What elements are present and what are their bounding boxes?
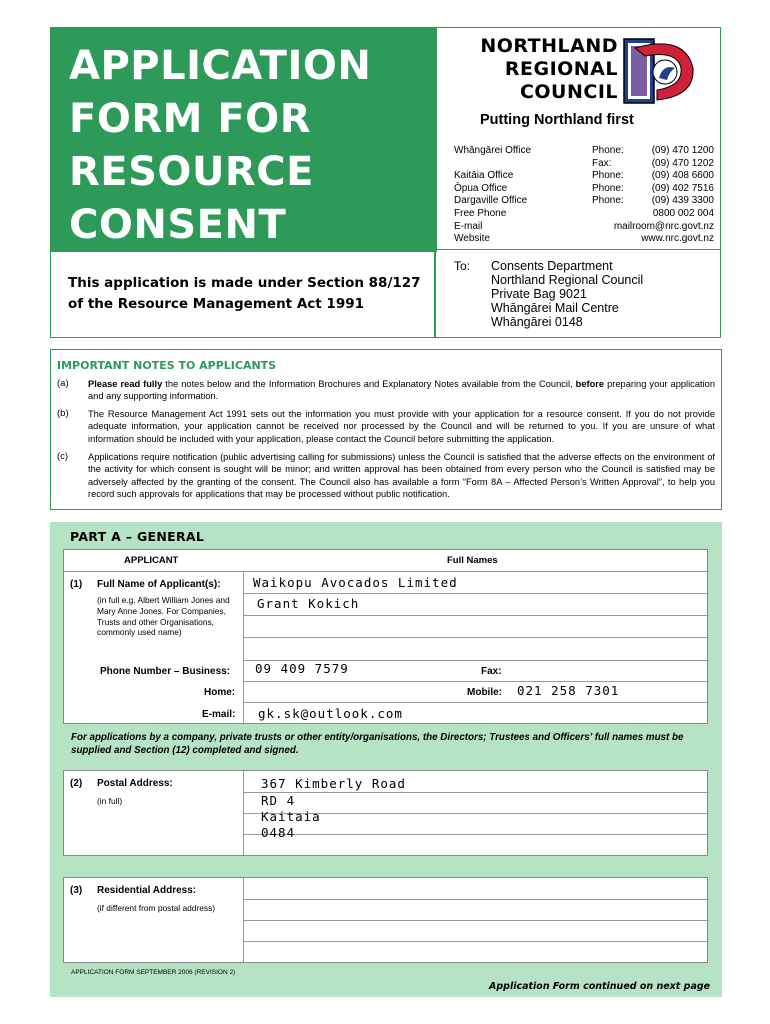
note-a-text	[88, 378, 715, 403]
postal-line-2[interactable]: RD 4	[261, 793, 296, 808]
office-opua: Ōpua Office	[454, 182, 508, 194]
form-title-line-3: RESOURCE	[69, 149, 314, 195]
applicant-name-field-2[interactable]: Grant Kokich	[257, 596, 360, 611]
label-fax-whangarei: Fax:	[592, 157, 612, 169]
home-label: Home:	[204, 687, 236, 698]
value-phone-whangarei: (09) 470 1200	[651, 145, 714, 156]
q1-hint-line-3: Trusts and other Organisations,	[97, 616, 214, 627]
label-phone-kaitaia: Phone:	[592, 170, 624, 182]
form-subtitle-panel	[50, 250, 435, 338]
value-phone-kaitaia: (09) 408 6600	[651, 170, 714, 182]
q1-hint	[97, 595, 230, 638]
q1-number: (1)	[70, 579, 83, 590]
form-subtitle-line-1: This application is made under Section 88/127	[68, 275, 421, 291]
form-title-line-2: FORM FOR	[69, 96, 311, 142]
value-phone-dargaville: (09) 439 3300	[651, 195, 714, 207]
q1-label: Full Name of Applicant(s):	[97, 579, 221, 590]
to-line-3: Private Bag 9021	[491, 287, 587, 301]
form-title-line-4: CONSENT	[69, 202, 287, 248]
part-a-general-section	[50, 522, 722, 997]
postal-address-table	[63, 770, 708, 856]
note-b-letter: (b)	[57, 408, 69, 419]
col-full-names-header: Full Names	[447, 555, 498, 566]
form-revision-footer: APPLICATION FORM SEPTEMBER 2006 (REVISION 2)	[71, 969, 236, 976]
phone-business-field[interactable]: 09 409 7579	[255, 661, 349, 676]
note-a-letter: (a)	[57, 378, 69, 389]
q1-hint-line-4: commonly used name)	[97, 627, 182, 638]
contact-values	[614, 145, 714, 246]
form-title-line-1: APPLICATION	[69, 43, 372, 89]
mobile-label: Mobile:	[467, 687, 502, 698]
q1-hint-line-2: Mary Anne Jones. For Companies,	[97, 605, 226, 616]
note-a-part1: the notes below and the Information Brochures and Explanatory Notes available from the Council,	[162, 379, 576, 389]
mobile-field[interactable]: 021 258 7301	[517, 683, 620, 698]
q1-hint-line-1: (in full e.g. Albert William Jones and	[97, 595, 230, 605]
office-whangarei: Whāngārei Office	[454, 145, 532, 156]
q3-number: (3)	[70, 885, 83, 896]
note-b-text: The Resource Management Act 1991 sets out the information you must provide with your application for a resource consent. If you do not provide adequate information, your application cannot be received nor processed by the Council and will be returned to you. If you are unsure of what information should be included with your application, please contact the Council before submitting the application.	[88, 409, 715, 444]
continued-next-page-note: Application Form continued on next page	[489, 981, 711, 992]
contact-offices	[454, 145, 531, 246]
note-a-bold2: before	[575, 379, 605, 389]
email-field[interactable]: gk.sk@outlook.com	[258, 706, 403, 721]
to-line-1: Consents Department	[491, 259, 613, 273]
council-contact-panel	[435, 27, 721, 338]
notes-title: IMPORTANT NOTES TO APPLICANTS	[57, 359, 277, 372]
to-label: To:	[454, 259, 471, 273]
residential-address-table	[63, 877, 708, 963]
contact-divider	[436, 249, 720, 250]
postal-line-1[interactable]: 367 Kimberly Road	[261, 776, 406, 791]
council-tagline: Putting Northland first	[480, 112, 634, 128]
col-applicant-header: APPLICANT	[124, 555, 179, 566]
q2-label: Postal Address:	[97, 778, 173, 789]
q3-label: Residential Address:	[97, 885, 197, 896]
label-phone-dargaville: Phone:	[592, 195, 624, 207]
office-dargaville: Dargaville Office	[454, 195, 528, 207]
logo-line-3: COUNCIL	[519, 81, 618, 103]
applicant-table	[63, 549, 708, 724]
value-email-link[interactable]: mailroom@nrc.govt.nz	[613, 220, 714, 232]
office-kaitaia: Kaitāia Office	[454, 170, 514, 182]
to-line-4: Whāngārei Mail Centre	[491, 301, 619, 315]
q2-hint: (in full)	[97, 796, 123, 806]
note-a-part2: preparing your application and any supporting information.	[88, 379, 715, 402]
part-a-title: PART A – GENERAL	[70, 529, 205, 544]
office-freephone: Free Phone	[454, 207, 507, 219]
note-c-text: Applications require notification (public advertising calling for submissions) unless the Council is satisfied that the adverse effects on the environment of the activity for which consent is sought will be minor; and written approval has been obtained from every person who the Council is satisfied may be adversely affected by the granting of the consent. The Council also has available a form “Form 8A – Affected Person’s Written Approval”, to help you record such approvals for applications that may be processed without public notification.	[88, 452, 715, 500]
label-phone-whangarei: Phone:	[592, 145, 624, 156]
residential-line-2[interactable]	[243, 920, 707, 921]
value-phone-opua: (09) 402 7516	[651, 182, 714, 194]
label-phone-opua: Phone:	[592, 182, 624, 194]
council-logo-icon	[623, 38, 699, 106]
residential-line-1[interactable]	[243, 899, 707, 900]
q2-number: (2)	[70, 778, 83, 789]
phone-business-label: Phone Number – Business:	[100, 666, 231, 677]
logo-line-1: NORTHLAND	[480, 35, 618, 57]
note-a-bold: Please read fully	[88, 379, 163, 389]
postal-line-4[interactable]: 0484	[261, 825, 296, 840]
value-fax-whangarei: (09) 470 1202	[651, 157, 714, 169]
fax-label: Fax:	[481, 666, 502, 677]
value-website-link[interactable]: www.nrc.govt.nz	[641, 233, 714, 245]
important-notes-panel	[50, 349, 722, 510]
postal-line-3[interactable]: Kaitaia	[261, 809, 321, 824]
office-website: Website	[454, 233, 490, 245]
logo-line-2: REGIONAL	[504, 58, 618, 80]
form-subtitle-line-2: of the Resource Management Act 1991	[68, 296, 365, 312]
residential-line-3[interactable]	[243, 941, 707, 942]
company-directors-note: For applications by a company, private trusts or other entity/organisations, the Directors; Trustees and Officers’ full names must be supplied and Section (12) completed and signed.	[71, 732, 684, 756]
email-label: E-mail:	[202, 709, 236, 720]
applicant-name-field-1[interactable]: Waikopu Avocados Limited	[253, 575, 458, 590]
to-line-5: Whāngārei 0148	[491, 315, 583, 329]
office-email: E-mail	[454, 220, 483, 232]
to-line-2: Northland Regional Council	[491, 273, 644, 287]
q3-hint: (if different from postal address)	[97, 903, 216, 913]
value-freephone: 0800 002 004	[652, 207, 714, 219]
note-c-letter: (c)	[57, 451, 69, 462]
form-title-panel	[50, 27, 437, 252]
